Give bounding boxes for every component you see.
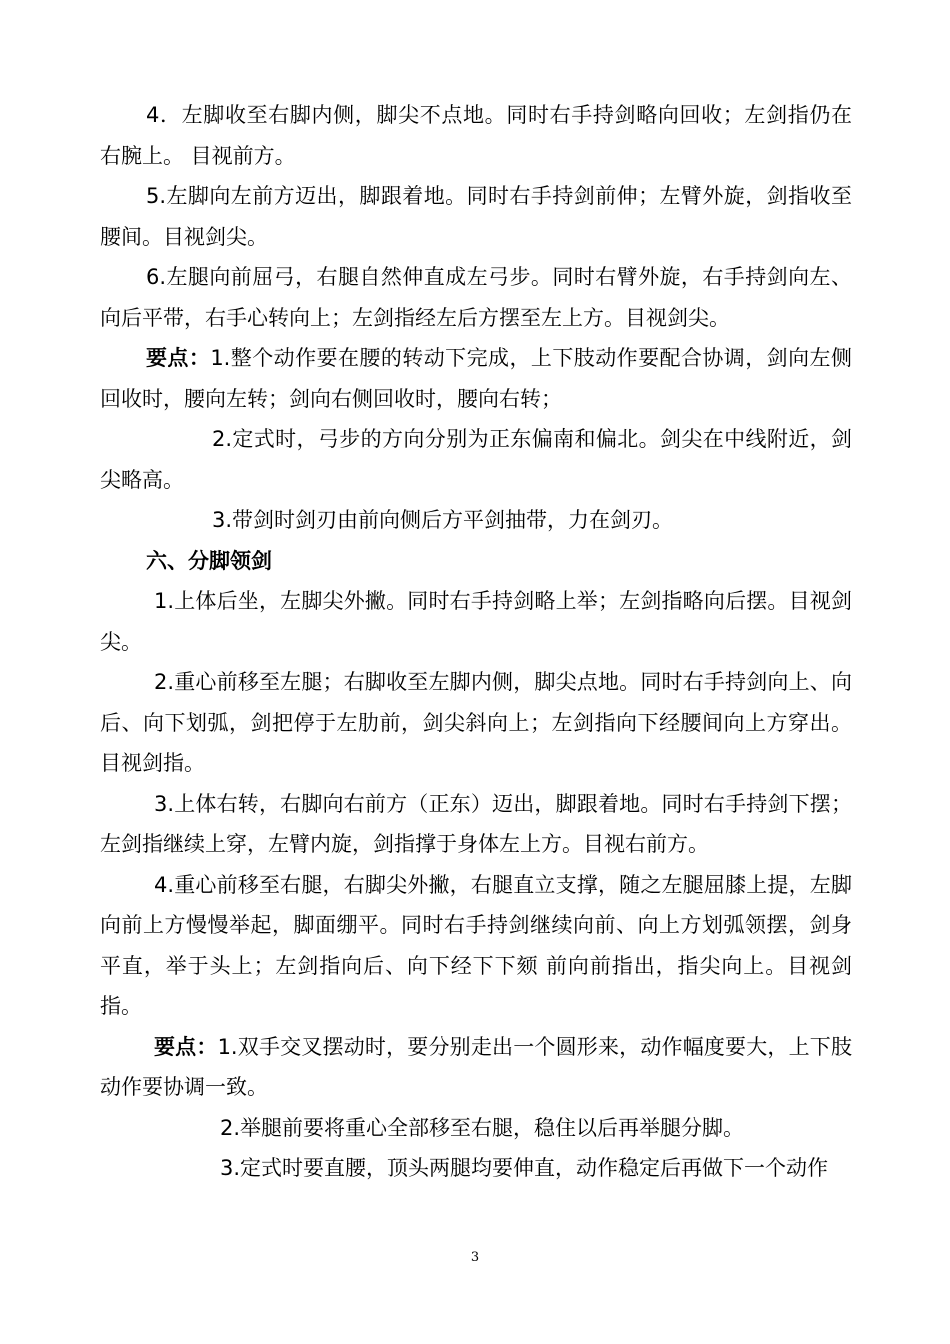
paragraph-section-key-points-3: 3.定式时要直腰，顶头两腿均要伸直，动作稳定后再做下一个动作 <box>220 1156 829 1180</box>
paragraph-key-points-1 <box>100 338 852 419</box>
paragraph-section-step-2: 2.重心前移至左腿；右脚收至左脚内侧，脚尖点地。同时右手持剑向上、向后、向下划弧，剑把停于左肋前，剑尖斜向上；左剑指向下经腰间向上方穿出。目视剑指。 <box>100 670 852 775</box>
section-key-points-label: 要点： <box>154 1034 218 1059</box>
paragraph-step-5: 5.左脚向左前方迈出，脚跟着地。同时右手持剑前伸；左臂外旋，剑指收至腰间。目视剑尖。 <box>100 184 852 249</box>
key-points-text: 1.整个动作要在腰的转动下完成，上下肢动作要配合协调，剑向左侧回收时，腰向左转；剑向右侧回收时，腰向右转； <box>100 346 852 411</box>
document-body <box>100 95 852 1189</box>
paragraph-key-points-3: 3.带剑时剑刃由前向侧后方平剑抽带，力在剑刃。 <box>212 508 674 532</box>
paragraph-step-6: 6.左腿向前屈弓，右腿自然伸直成左弓步。同时右臂外旋，右手持剑向左、向后平带，右手心转向上；左剑指经左后方摆至左上方。目视剑尖。 <box>100 265 852 330</box>
paragraph-section-step-1: 1.上体后坐，左脚尖外撇。同时右手持剑略上举；左剑指略向后摆。目视剑尖。 <box>100 589 852 654</box>
paragraph-step-4: 4．左脚收至右脚内侧，脚尖不点地。同时右手持剑略向回收；左剑指仍在右腕上。 目视前方。 <box>100 103 852 168</box>
paragraph-section-step-3: 3.上体右转，右脚向右前方（正东）迈出，脚跟着地。同时右手持剑下摆；左剑指继续上穿，左臂内旋，剑指撑于身体左上方。目视右前方。 <box>100 791 852 856</box>
section-key-points-text: 1.双手交叉摆动时，要分别走出一个圆形来，动作幅度要大，上下肢动作要协调一致。 <box>100 1034 852 1099</box>
paragraph-section-key-points-1 <box>100 1027 852 1108</box>
paragraph-key-points-2: 2.定式时，弓步的方向分别为正东偏南和偏北。剑尖在中线附近，剑尖略高。 <box>100 427 852 492</box>
paragraph-section-step-4: 4.重心前移至右腿，右脚尖外撇，右腿直立支撑，随之左腿屈膝上提，左脚向前上方慢慢举起，脚面绷平。同时右手持剑继续向前、向上方划弧领摆，剑身平直，举于头上；左剑指向后、向下经下下颏 前向前指出，指尖向上。目视剑指。 <box>100 872 852 1018</box>
page-number: 3 <box>470 1250 480 1265</box>
section-heading: 六、分脚领剑 <box>146 548 272 573</box>
paragraph-section-key-points-2: 2.举腿前要将重心全部移至右腿，稳住以后再举腿分脚。 <box>220 1115 745 1140</box>
key-points-label: 要点： <box>146 346 211 370</box>
